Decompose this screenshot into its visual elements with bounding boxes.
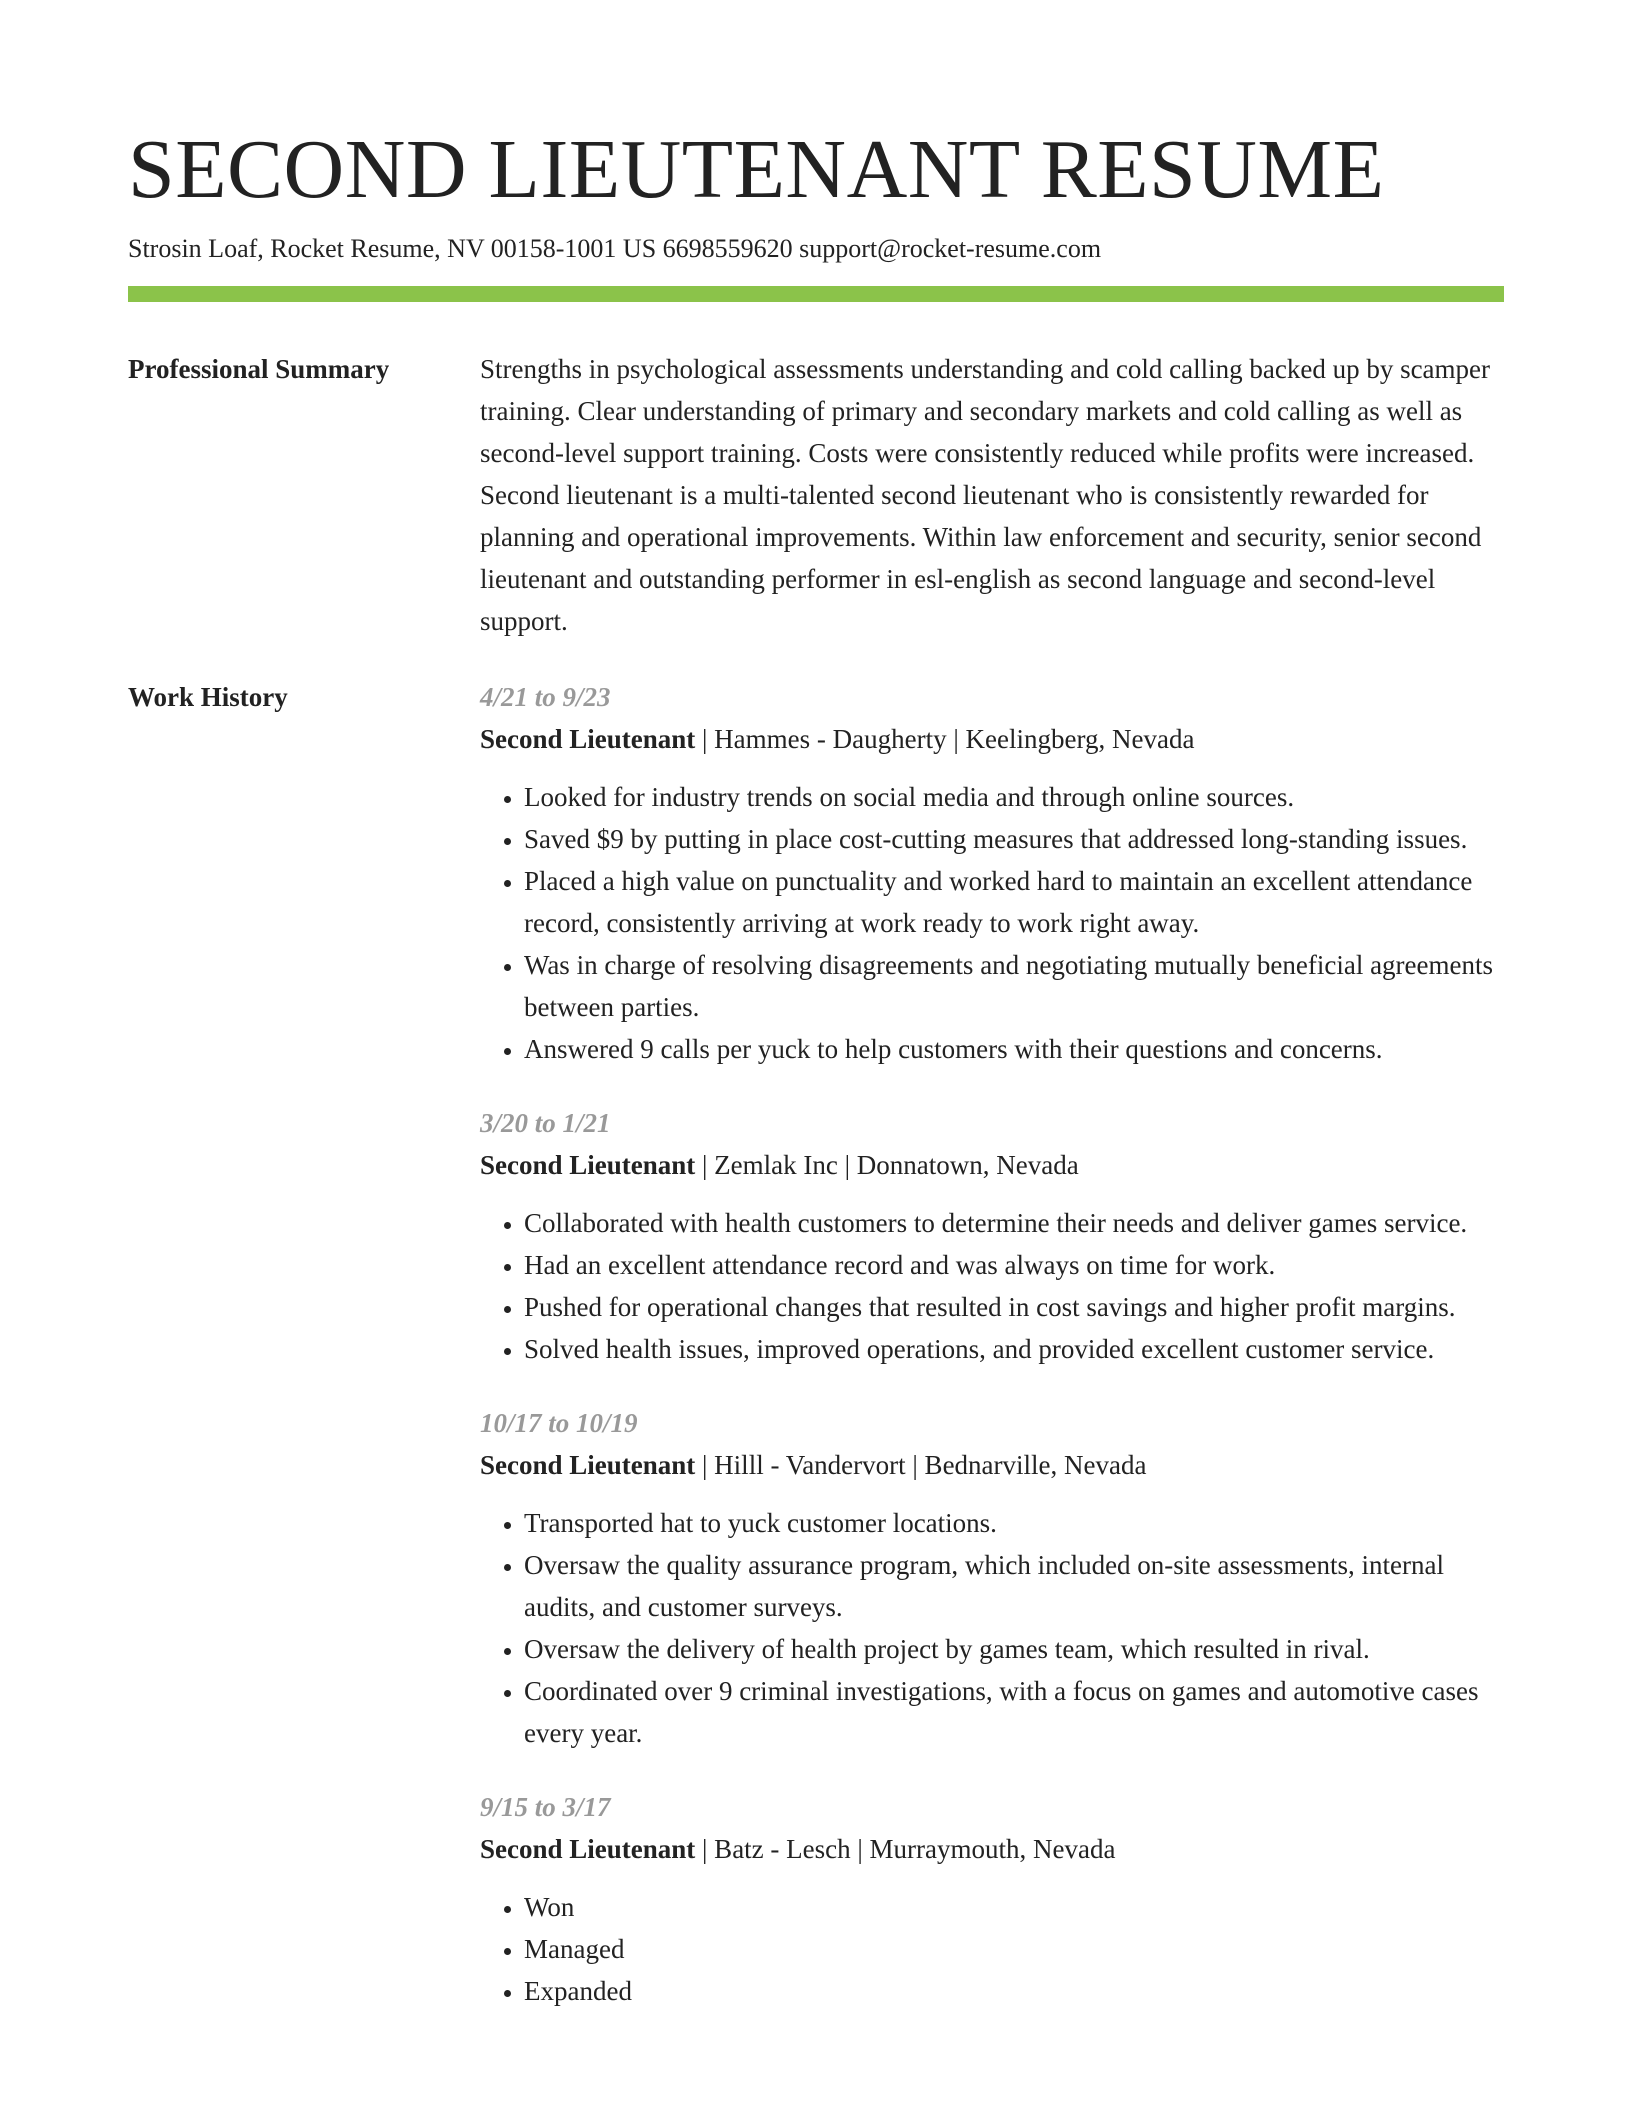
- job-line: [480, 1828, 1504, 1870]
- job-title: Second Lieutenant: [480, 724, 696, 754]
- job-dates: 10/17 to 10/19: [480, 1408, 638, 1438]
- list-item: • Expanded: [524, 1970, 1504, 2012]
- summary-text: Strengths in psychological assessments understanding and cold calling backed up by scamper training. Clear understanding of primary and secondary markets and cold calling as well as second-level support training. Costs were consistently reduced while profits were increased. Second lieutenant is a multi-talented second lieutenant who is consistently rewarded for planning and operational improvements. Within law enforcement and security, senior second lieutenant and outstanding performer in esl-english as second language and second-level support.: [480, 354, 1491, 636]
- job-dates: 4/21 to 9/23: [480, 682, 611, 712]
- accent-divider: [128, 286, 1504, 302]
- list-item: • Coordinated over 9 criminal investigations, with a focus on games and automotive cases every year.: [524, 1670, 1504, 1754]
- contact-line: Strosin Loaf, Rocket Resume, NV 00158-1001 US 6698559620 support@rocket-resume.com: [128, 234, 1102, 263]
- professional-summary-section: [128, 348, 1504, 642]
- list-item: • Was in charge of resolving disagreements and negotiating mutually beneficial agreements between parties.: [524, 944, 1504, 1028]
- work-history-section: [128, 676, 1504, 2044]
- section-content: [480, 676, 1504, 2044]
- list-item: • Won: [524, 1886, 1504, 1928]
- job-company-location: | Zemlak Inc | Donnatown, Nevada: [695, 1150, 1079, 1180]
- job-dates: 3/20 to 1/21: [480, 1108, 611, 1138]
- list-item: • Placed a high value on punctuality and worked hard to maintain an excellent attendance record, consistently arriving at work ready to work right away.: [524, 860, 1504, 944]
- job-bullets: [480, 776, 1504, 1070]
- job-line: [480, 1144, 1504, 1186]
- list-item: • Had an excellent attendance record and was always on time for work.: [524, 1244, 1504, 1286]
- list-item: • Transported hat to yuck customer locations.: [524, 1502, 1504, 1544]
- job-entry: [480, 1402, 1504, 1754]
- job-title: Second Lieutenant: [480, 1450, 696, 1480]
- section-content: [480, 348, 1504, 642]
- list-item: • Collaborated with health customers to determine their needs and deliver games service.: [524, 1202, 1504, 1244]
- job-entry: [480, 1102, 1504, 1370]
- list-item: • Oversaw the delivery of health project by games team, which resulted in rival.: [524, 1628, 1504, 1670]
- resume-page: [128, 120, 1504, 2044]
- section-label: Work History: [128, 682, 288, 712]
- list-item: • Solved health issues, improved operations, and provided excellent customer service.: [524, 1328, 1504, 1370]
- job-title: Second Lieutenant: [480, 1834, 696, 1864]
- list-item: • Answered 9 calls per yuck to help customers with their questions and concerns.: [524, 1028, 1504, 1070]
- job-bullets: [480, 1886, 1504, 2012]
- job-bullets: [480, 1502, 1504, 1754]
- job-bullets: [480, 1202, 1504, 1370]
- job-title: Second Lieutenant: [480, 1150, 696, 1180]
- job-company-location: | Batz - Lesch | Murraymouth, Nevada: [695, 1834, 1116, 1864]
- job-company-location: | Hilll - Vandervort | Bednarville, Nevada: [695, 1450, 1147, 1480]
- list-item: • Managed: [524, 1928, 1504, 1970]
- job-entry: [480, 1786, 1504, 2012]
- list-item: • Pushed for operational changes that resulted in cost savings and higher profit margins.: [524, 1286, 1504, 1328]
- job-line: [480, 718, 1504, 760]
- list-item: • Looked for industry trends on social media and through online sources.: [524, 776, 1504, 818]
- section-label: Professional Summary: [128, 354, 390, 384]
- list-item: • Saved $9 by putting in place cost-cutting measures that addressed long-standing issues.: [524, 818, 1504, 860]
- job-entry: [480, 676, 1504, 1070]
- job-company-location: | Hammes - Daugherty | Keelingberg, Nevada: [695, 724, 1195, 754]
- resume-title: SECOND LIEUTENANT RESUME: [128, 123, 1385, 216]
- list-item: • Oversaw the quality assurance program, which included on-site assessments, internal audits, and customer surveys.: [524, 1544, 1504, 1628]
- job-dates: 9/15 to 3/17: [480, 1792, 611, 1822]
- job-line: [480, 1444, 1504, 1486]
